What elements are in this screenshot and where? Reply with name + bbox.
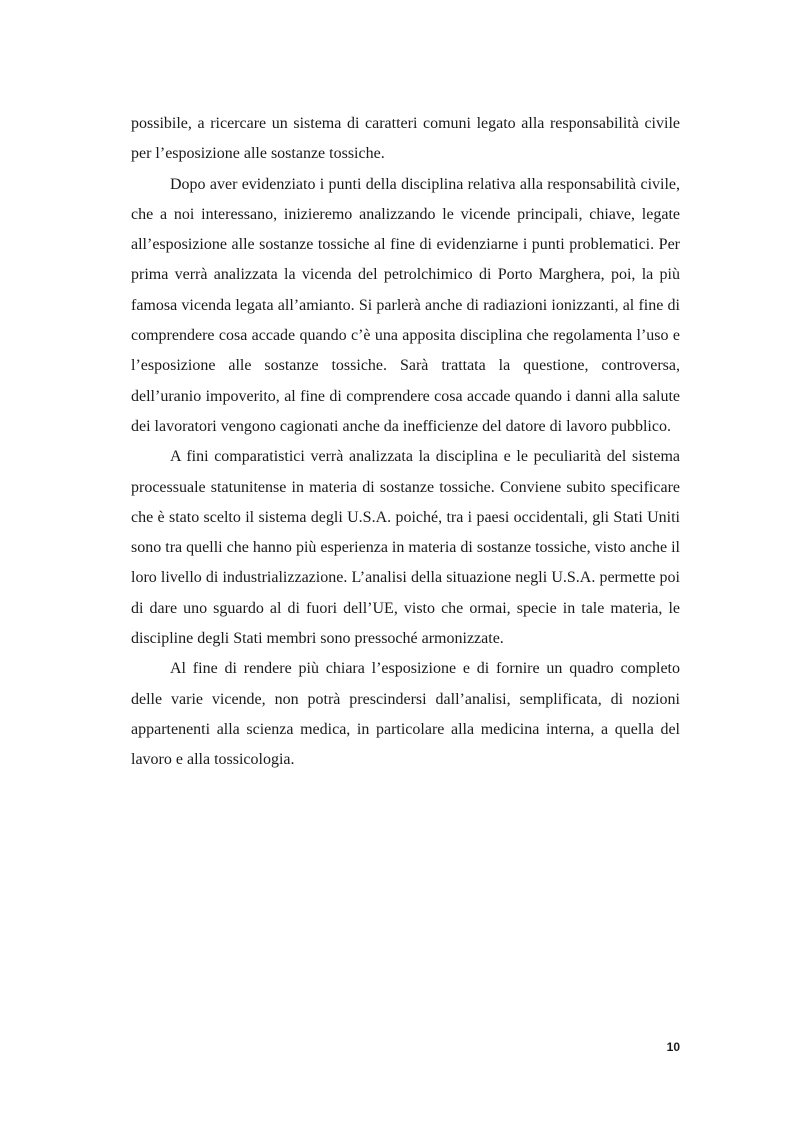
paragraph-medical-notions: Al fine di rendere più chiara l’esposizione e di fornire un quadro completo delle varie vicende, non potrà prescindersi dall’analisi, semplificata, di nozioni appartenenti alla scienza medica, in particolare alla medicina interna, a quella del lavoro e alla tossicologia. bbox=[131, 660, 680, 769]
paragraph-continuation: possibile, a ricercare un sistema di caratteri comuni legato alla responsabilità civile per l’esposizione alle sostanze tossiche. bbox=[131, 115, 680, 163]
body-text bbox=[131, 109, 680, 776]
page-number: 10 bbox=[666, 1040, 680, 1054]
paragraph-overview: Dopo aver evidenziato i punti della disciplina relativa alla responsabilità civile, che a noi interessano, inizieremo analizzando le vicende principali, chiave, legate all’esposizione alle sostanze tossiche al fine di evidenziarne i punti problematici. Per prima verrà analizzata la vicenda del petrolchimico di Porto Marghera, poi, la più famosa vicenda legata all’amianto. Si parlerà anche di radiazioni ionizzanti, al fine di comprendere cosa accade quando c’è una apposita disciplina che regolamenta l’uso e l’esposizione alle sostanze tossiche. Sarà trattata la questione, controversa, dell’uranio impoverito, al fine di comprendere cosa accade quando i danni alla salute dei lavoratori vengono cagionati anche da inefficienze del datore di lavoro pubblico. bbox=[131, 175, 680, 435]
paragraph-comparative: A fini comparatistici verrà analizzata la disciplina e le peculiarità del sistema processuale statunitense in materia di sostanze tossiche. Conviene subito specificare che è stato scelto il sistema degli U.S.A. poiché, tra i paesi occidentali, gli Stati Uniti sono tra quelli che hanno più esperienza in materia di sostanze tossiche, visto anche il loro livello di industrializzazione. L’analisi della situazione negli U.S.A. permette poi di dare uno sguardo al di fuori dell’UE, visto che ormai, specie in tale materia, le discipline degli Stati membri sono pressoché armonizzate. bbox=[131, 448, 680, 648]
